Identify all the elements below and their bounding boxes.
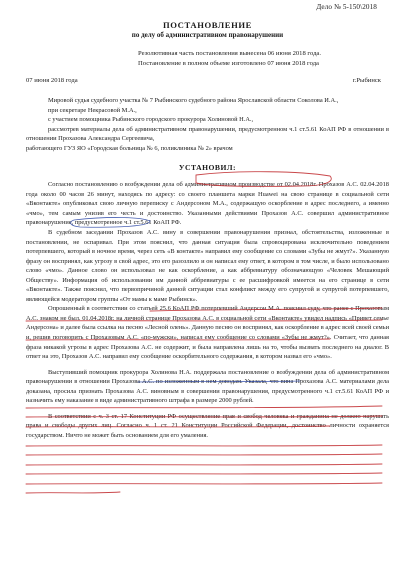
intro-case: рассмотрев материалы дела об административном правонарушении, предусмотренном ч.1 ст.5.61 КоАП РФ в отношении в отношении Прохазова Александра Сергеевича, [26,125,389,143]
document-date: 07 июня 2018 года [26,77,78,84]
body-paragraph-1: Согласно постановлению о возбуждении дела об административном производстве от 02.04.2018г. Прохазов А.С. 02.04.2018 года около 00 часов 26 минут, находясь по адресу: со своего планшета марки Huawei на свою странице в социальной сети «Вконтакте» опубликовал свою личную переписку с Андерсоном М.А., содержащую оскорбление в адрес последнего, а именно «чмо», тем самым унизив его честь и достоинство. Указанными действиями Прохазов А.С. совершил административное правонарушение, предусмотренное ч.1 ст.5.61 КоАП РФ. [26,181,389,227]
ink-underline [26,492,120,493]
ruling-body [26,180,389,440]
intro-prosecutor: с участием помощника Рыбинского городского прокурора Холиновой Н.А., [48,116,254,124]
ink-underline [26,454,382,455]
body-paragraph-3: Опрошенный в соответствии со статьей 25.6 КоАП РФ потерпевший Андерсон М.А. пояснил суду, что ранее с Прохазовым А.С. знаком не был. 01.04.2018г. на личной странице Прохазова А.С. в социальной сети «Вконтакте» увидел надпись «Привет семье Андерсона» и далее была ссылка на песню «Лесной олень». Данную песню он воспринял, как оскорбление в адрес всей своей семьи и, решив поговорить с Прохазовым А.С. «по-мужски», написал ему сообщение со словами «Зубы не жмут?». Считает, что данная фраза никакой угрозы в адрес Прохазова А.С. не содержит, и была направлена лишь на то, чтобы вызвать последнего на диалог. В ответ на это, Прохазов А.С. направил ему сообщение оскорбительного содержания, в котором назвал его «чмо». [26,305,389,361]
ink-underline [26,473,382,474]
intro-secretary: при секретаре Некрасовой М.А., [48,106,137,114]
meta-line-full: Постановление в полном объеме изготовлено 07 июня 2018 года [138,60,319,67]
ink-underline [26,464,382,465]
ink-underline [26,483,382,484]
body-paragraph-5: В соответствии с ч. 3 ст. 17 Конституции РФ осуществление прав и свобод человека и гражданина не должно нарушать права и свободы других лиц. Согласно ч. 1 ст. 21 Конституции Российской Федерации, достоинство личности охраняется государством. Ничто не может быть основанием для его умаления. [26,412,389,439]
intro-block [26,96,389,153]
meta-line-resolution: Резолютивная часть постановления вынесена 06 июня 2018 года. [138,50,321,57]
intro-judge: Мировой судья судебного участка № 7 Рыбинского судебного района Ярославской области Соколова И.А., [48,97,339,104]
section-heading: УСТАНОВИЛ: [178,163,237,173]
date-place-line [26,77,389,84]
body-paragraph-4: Выступивший помощник прокурора Холинова Н.А. поддержала постановление о возбуждении дела об административном правонарушении в отношении Прохазова А.С. по изложенным в нем доводам. Указала, что вина Прохазова А.С. материалами дела доказана, просила признать Прохазова А.С. виновным в совершении правонарушения, предусмотренного ч.1 ст.5.61 КоАП РФ и назначить ему наказание в виде административного штрафа в размере 2000 рублей. [26,368,389,405]
resolution-meta [26,49,389,69]
ink-underline [26,445,382,446]
intro-employment-text: работающего ГУЗ ЯО «Городская больница № 6, поликлиника № 2» врачом [26,144,233,152]
intro-employment [26,144,389,154]
case-number: Дело № 5-150\2018 [316,3,377,11]
document-place: г.Рыбинск [352,77,381,84]
document-title: ПОСТАНОВЛЕНИЕ [163,20,252,30]
body-paragraph-2: В судебном заседании Прохазов А.С. вину в совершении правонарушения признал, обстоятельства, изложенные в постановлении, не оспаривал. При этом пояснил, что данная ситуация была спровоцирована исключительно поведением потерпевшего, который в ночное время, через сеть «В контакте» направил ему сообщение со словами «Зубы не жмут?». Указанную фразу он воспринял, как угрозу в свой адрес, это его разозлило и он написал ему ответ, в котором в том числе, и было использовано слово «чмо». Данное слово он использовал не как оскорбление, а как аббревиатуру обозначающую «Человек Мешающий Обществу». Информация об использовании им данной аббревиатуры с ее расшифровкой имеется на его странице в сети «Вконтакте». Также пояснил, что первопричиной данной ситуации стал конфликт между его супругой и супругой потерпевшего, являющейся модератором группы «От мамы к маме Рыбинск». [26,229,389,303]
document-subtitle: по делу об административном правонарушении [131,31,284,39]
